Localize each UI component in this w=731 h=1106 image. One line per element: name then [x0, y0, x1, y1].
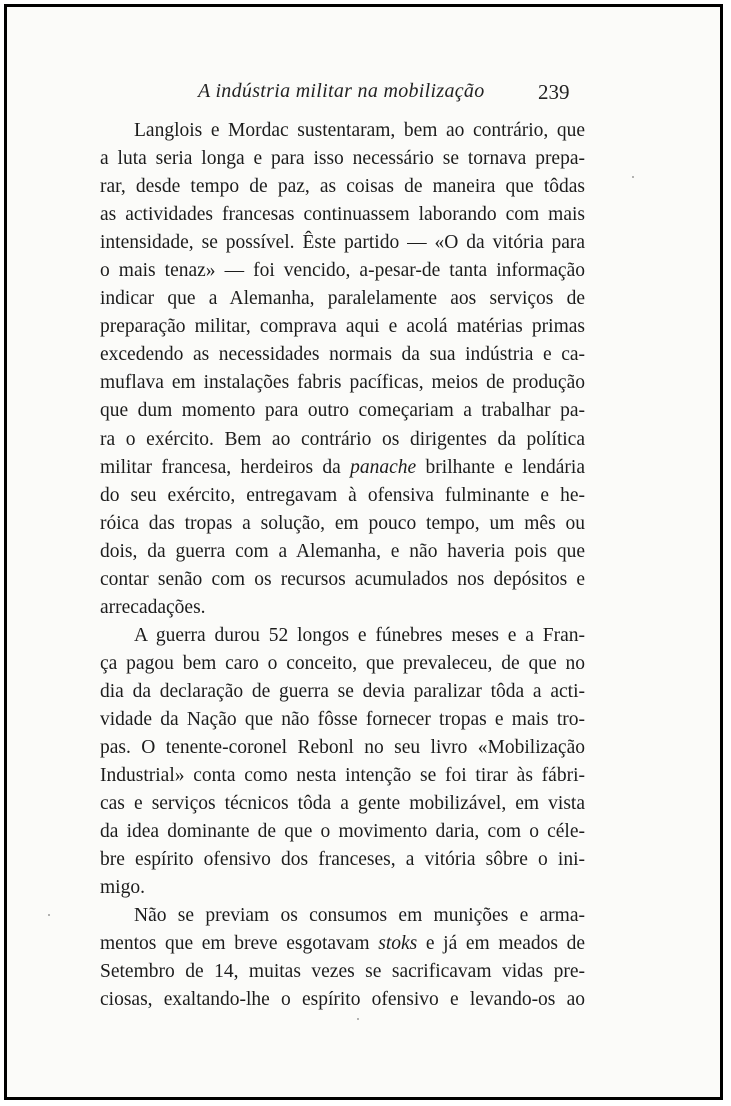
text-line [100, 930, 585, 958]
body-text [100, 117, 585, 1015]
text-line: dia da declaração de guerra se devia paralizar tôda a acti- [100, 680, 585, 702]
text-line: ciosas, exaltando-lhe o espírito ofensivo e levando-os ao [100, 989, 585, 1011]
text-line: A guerra durou 52 longos e fúnebres meses e a Fran- [134, 624, 585, 646]
text-line: as actividades francesas continuassem laborando com mais [100, 204, 585, 226]
text-line: rar, desde tempo de paz, as coisas de maneira que tôdas [100, 176, 585, 198]
text-segment: mentos que em breve esgotavam [100, 933, 379, 955]
text-line: o mais tenaz» — foi vencido, a-pesar-de tanta informação [100, 260, 585, 282]
text-line: bre espírito ofensivo dos franceses, a vitória sôbre o ini- [100, 849, 585, 871]
text-line: pas. O tenente-coronel Rebonl no seu livro «Mobilização [100, 737, 585, 759]
text-line: preparação militar, comprava aqui e acolá matérias primas [100, 316, 585, 338]
text-line: da idea dominante de que o movimento daria, com o céle- [100, 821, 585, 843]
text-line: Não se previam os consumos em munições e arma- [134, 905, 585, 927]
text-line: ça pagou bem caro o conceito, que prevaleceu, de que no [100, 652, 585, 674]
text-line: dois, da guerra com a Alemanha, e não haveria pois que [100, 540, 585, 562]
text-line [100, 454, 585, 482]
text-line: muflava em instalações fabris pacíficas, meios de produção [100, 372, 585, 394]
text-line: arrecadações. [100, 596, 206, 618]
text-line: indicar que a Alemanha, paralelamente aos serviços de [100, 288, 585, 310]
text-segment: militar francesa, herdeiros da [100, 456, 351, 478]
paper-speck [632, 176, 634, 178]
running-head [0, 80, 731, 104]
text-line: Industrial» conta como nesta intenção se foi tirar às fábri- [100, 765, 585, 787]
text-line: a luta seria longa e para isso necessário se tornava prepa- [100, 148, 585, 170]
text-line: Setembro de 14, muitas vezes se sacrificavam vidas pre- [100, 961, 585, 983]
text-line: migo. [100, 877, 145, 899]
italic-term: stoks [378, 933, 418, 955]
text-line: do seu exército, entregavam à ofensiva fulminante e he- [100, 484, 585, 506]
text-line: róica das tropas a solução, em pouco tempo, um mês ou [100, 512, 585, 534]
italic-term: panache [350, 456, 417, 478]
text-line: que dum momento para outro começariam a trabalhar pa- [100, 400, 585, 422]
text-line: cas e serviços técnicos tôda a gente mobilizável, em vista [100, 793, 585, 815]
paper-speck [48, 914, 50, 916]
text-line: ra o exército. Bem ao contrário os dirigentes da política [100, 428, 585, 450]
text-line: intensidade, se possível. Êste partido — «O da vitória para [100, 232, 585, 254]
text-line: vidade da Nação que não fôsse fornecer tropas e mais tro- [100, 708, 585, 730]
text-segment: brilhante e lendária [416, 456, 585, 478]
running-title: A indústria militar na mobilização [198, 80, 485, 102]
text-segment: e já em meados de [417, 933, 585, 955]
page-number: 239 [538, 80, 570, 104]
text-line: excedendo as necessidades normais da sua indústria e ca- [100, 344, 585, 366]
paper-speck [357, 1018, 359, 1020]
text-line: contar senão com os recursos acumulados nos depósitos e [100, 568, 585, 590]
text-line: Langlois e Mordac sustentaram, bem ao contrário, que [134, 120, 585, 141]
